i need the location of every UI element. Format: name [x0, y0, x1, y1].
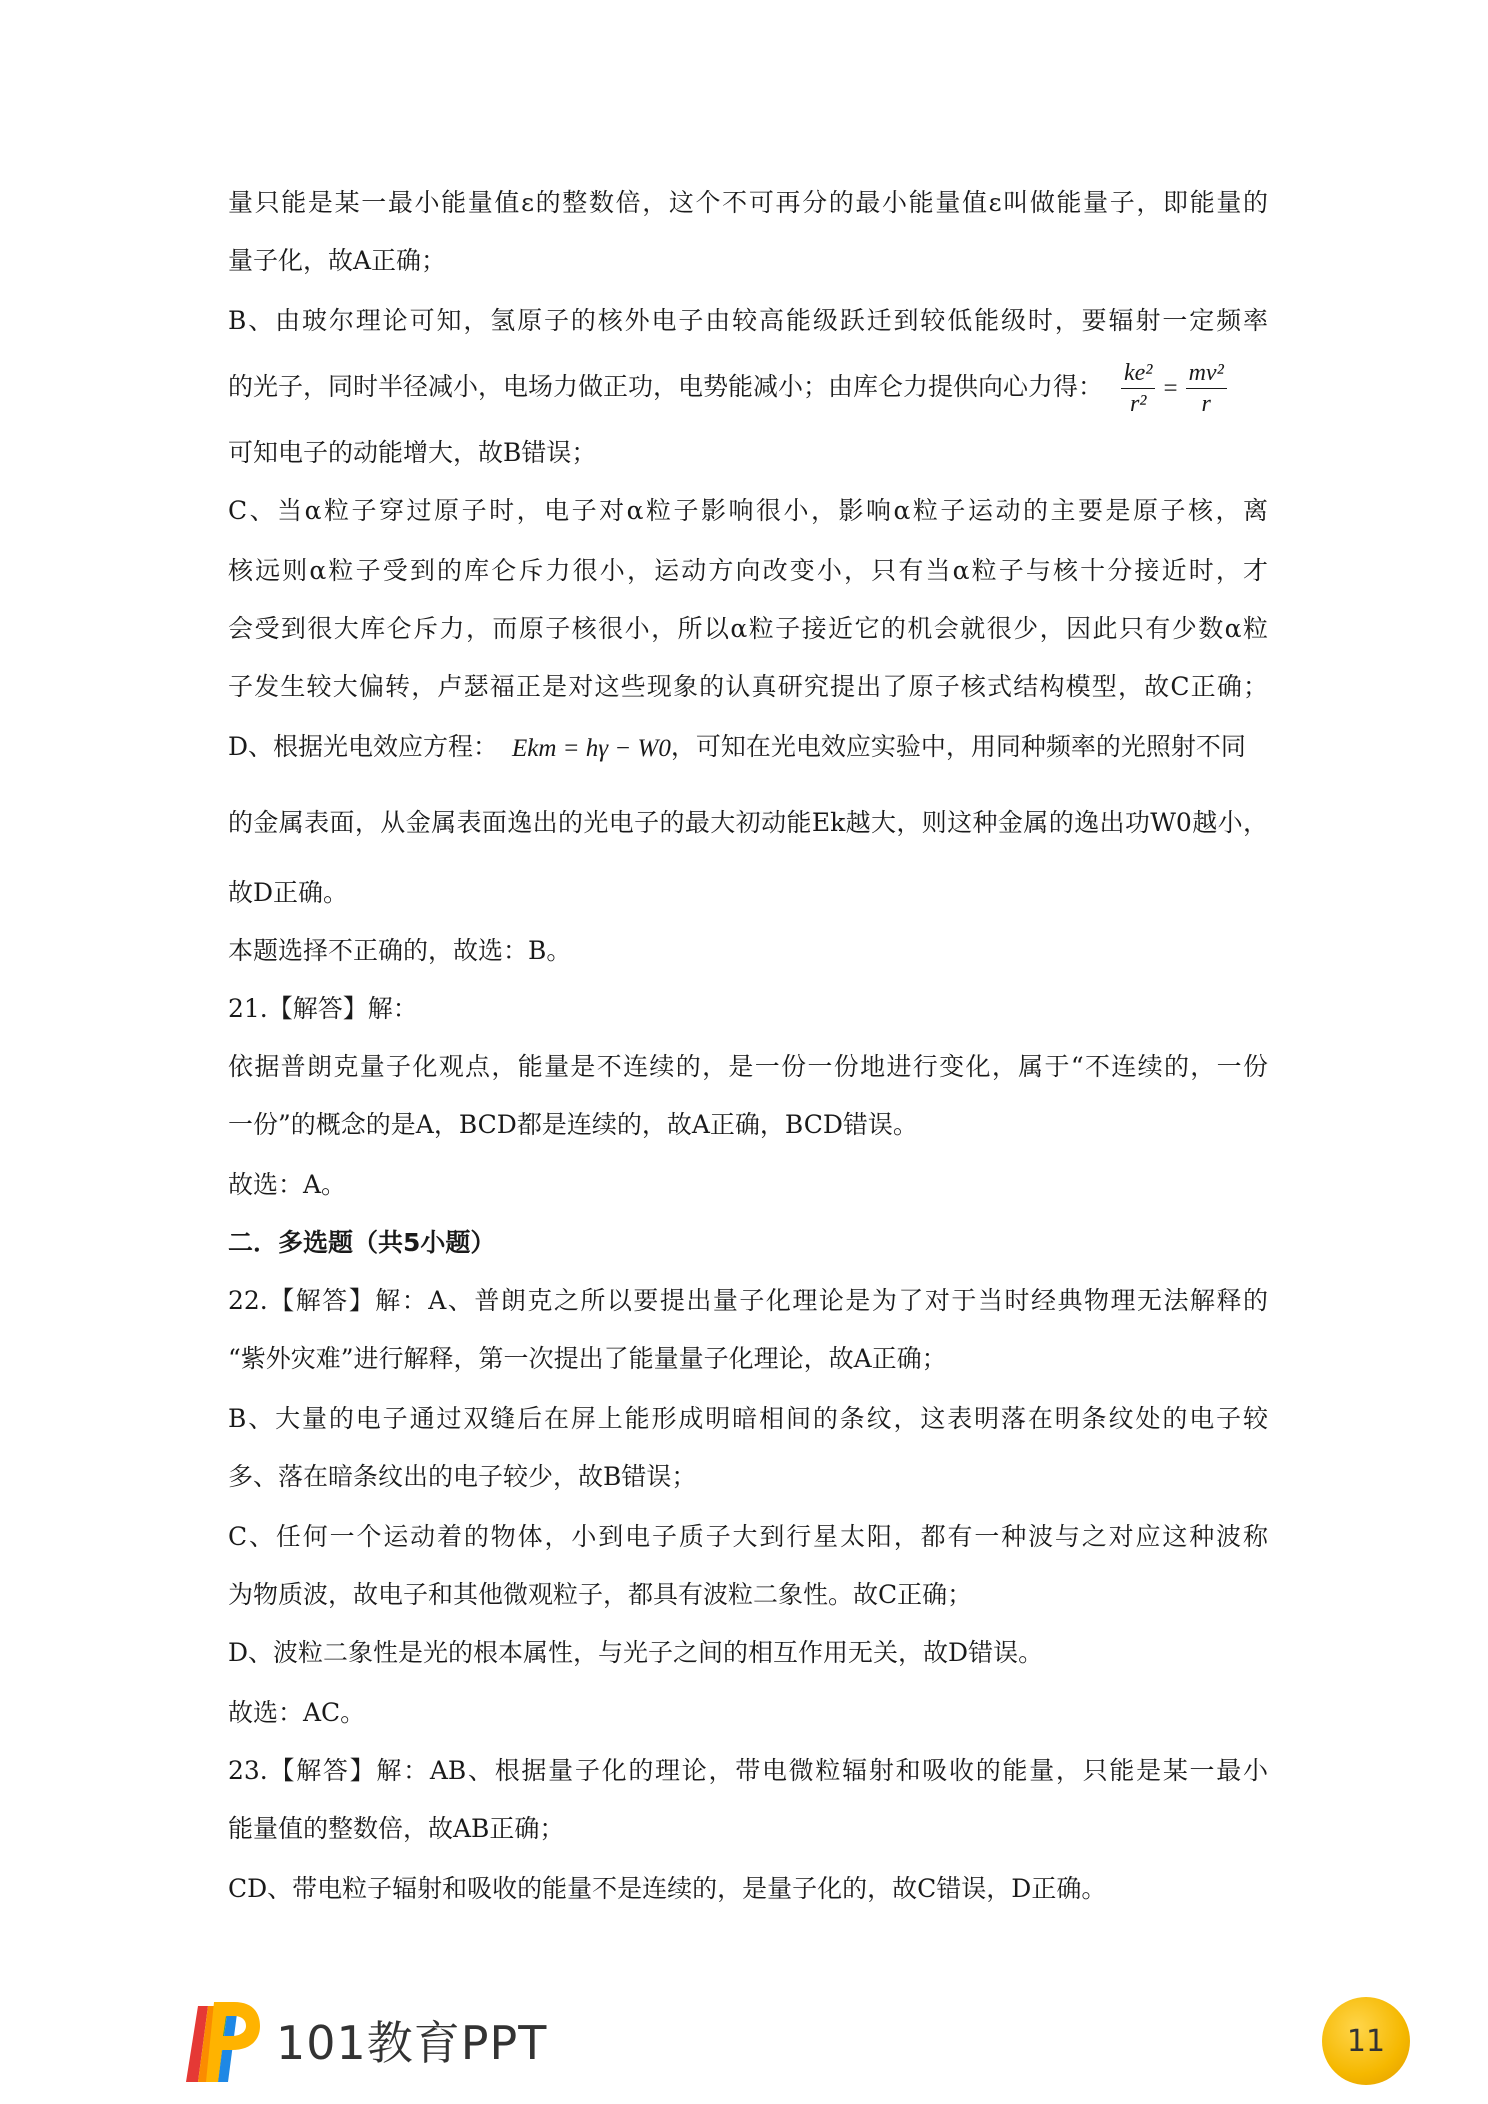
text-line: 量只能是某一最小能量值ε的整数倍，这个不可再分的最小能量值ε叫做能量子，即能量的: [228, 188, 1268, 217]
text-line-with-formula: [228, 358, 1231, 417]
text-line: 故选：AC。: [228, 1698, 366, 1727]
text-line: 故选：A。: [228, 1170, 347, 1199]
text-line: 子发生较大偏转，卢瑟福正是对这些现象的认真研究提出了原子核式结构模型，故C正确；: [228, 672, 1268, 701]
brand-p-icon: [168, 1992, 264, 2088]
brand-name: 101教育PPT: [276, 2016, 548, 2070]
text-line: 为物质波，故电子和其他微观粒子，都具有波粒二象性。故C正确；: [228, 1580, 973, 1609]
text-segment: ，可知在光电效应实验中，用同种频率的光照射不同: [670, 732, 1246, 761]
text-line: C、任何一个运动着的物体，小到电子质子大到行星太阳，都有一种波与之对应这种波称: [228, 1522, 1268, 1551]
text-line: B、由玻尔理论可知，氢原子的核外电子由较高能级跃迁到较低能级时，要辐射一定频率: [228, 306, 1268, 335]
text-line: 本题选择不正确的，故选：B。: [228, 936, 572, 965]
text-line: 故D正确。: [228, 878, 349, 907]
text-line: 多、落在暗条纹出的电子较少，故B错误；: [228, 1462, 697, 1491]
text-line: 依据普朗克量子化观点，能量是不连续的，是一份一份地进行变化，属于“不连续的，一份: [228, 1052, 1268, 1081]
brand-logo: [168, 1992, 547, 2088]
answer-heading: 23.【解答】解：AB、根据量子化的理论，带电微粒辐射和吸收的能量，只能是某一最小: [228, 1756, 1268, 1785]
section-heading: 二．多选题（共5小题）: [228, 1228, 496, 1257]
photoelectric-formula: Ekm = hγ − W0: [512, 734, 671, 762]
text-line: D、波粒二象性是光的根本属性，与光子之间的相互作用无关，故D错误。: [228, 1638, 1044, 1667]
answer-heading: 22.【解答】解：A、普朗克之所以要提出量子化理论是为了对于当时经典物理无法解释的: [228, 1286, 1268, 1315]
answer-heading: 21.【解答】解：: [228, 994, 418, 1023]
text-line: 可知电子的动能增大，故B错误；: [228, 438, 597, 467]
coulomb-formula: $\frac{\text{ke²}}{\text{r²}}$ = $\frac{\text{mv²}}{r}$: [1117, 358, 1231, 419]
text-line: C、当α粒子穿过原子时，电子对α粒子影响很小，影响α粒子运动的主要是原子核，离: [228, 496, 1268, 525]
text-line: CD、带电粒子辐射和吸收的能量不是连续的，是量子化的，故C错误，D正确。: [228, 1874, 1107, 1903]
text-line: 的金属表面，从金属表面逸出的光电子的最大初动能Ek越大，则这种金属的逸出功W0越小，: [228, 808, 1268, 837]
text-line: 能量值的整数倍，故AB正确；: [228, 1814, 565, 1843]
page-number-badge: [1322, 1997, 1410, 2085]
text-segment: D、根据光电效应方程：: [228, 732, 499, 761]
text-segment: 的光子，同时半径减小，电场力做正功，电势能减小；由库仑力提供向心力得：: [228, 372, 1104, 401]
text-line: 量子化，故A正确；: [228, 246, 447, 275]
text-line: B、大量的电子通过双缝后在屏上能形成明暗相间的条纹，这表明落在明条纹处的电子较: [228, 1404, 1268, 1433]
page-number: 11: [1346, 2023, 1386, 2059]
text-line: 一份”的概念的是A，BCD都是连续的，故A正确，BCD错误。: [228, 1110, 918, 1139]
text-line-with-formula: [228, 730, 1246, 764]
text-line: 会受到很大库仑斥力，而原子核很小，所以α粒子接近它的机会就很少，因此只有少数α粒: [228, 614, 1268, 643]
text-line: “紫外灾难”进行解释，第一次提出了能量量子化理论，故A正确；: [228, 1344, 947, 1373]
text-line: 核远则α粒子受到的库仑斥力很小，运动方向改变小，只有当α粒子与核十分接近时，才: [228, 556, 1268, 585]
